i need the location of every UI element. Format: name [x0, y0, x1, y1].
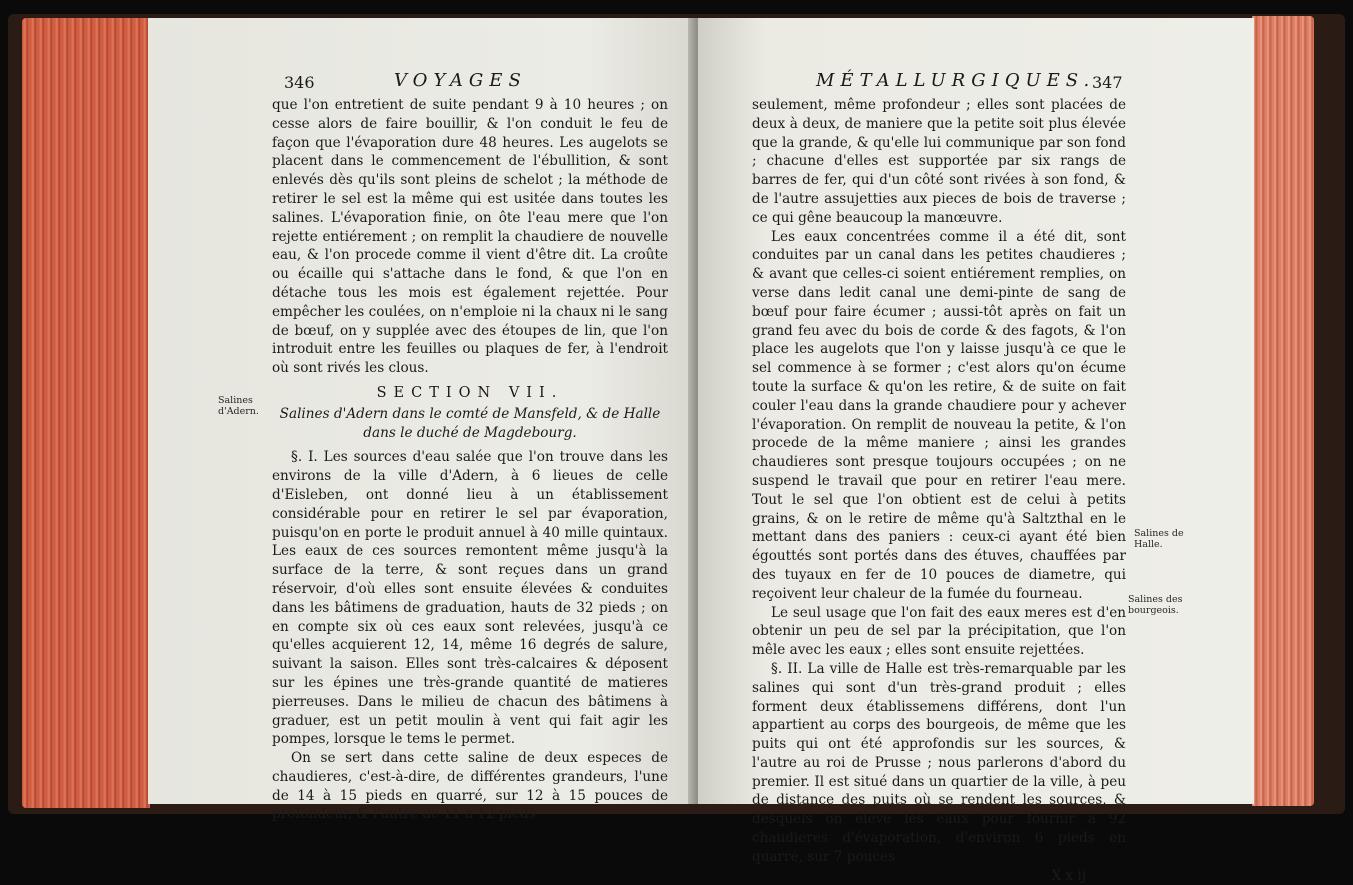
section-title: SECTION VII. [376, 384, 564, 401]
right-margin-note-bourgeois: Salines des bourgeois. [1128, 594, 1183, 616]
right-running-head: MÉTALLURGIQUES. [816, 70, 1096, 91]
right-paragraph-4: §. II. La ville de Halle est très-remarquable par les salines qui sont d'un très-grand produit ; elles forment deux établissemens différens, dont l'un appartient au corps des bourgeois, de même que les puits qui ont été approfondis sur les sources, & l'autre au roi de Prusse ; nous parlerons d'abord du premier. Il est situé dans un quartier de la ville, à peu de distance des puits où se rendent les sources, & desquels on éleve les eaux pour fournir à 92 chaudieres d'évaporation, d'environ 6 pieds en quarré, sur 7 pouces [752, 660, 1126, 865]
right-page-number: 347 [1092, 73, 1123, 92]
signature-mark: X x ij [1051, 867, 1086, 884]
left-running-head: VOYAGES [394, 70, 527, 91]
right-paragraph-1: seulement, même profondeur ; elles sont placées de deux à deux, de maniere que la petite soit plus élevée que la grande, & qu'elle lui communique par son fond ; chacune d'elles est supportée par six rangs de barres de fer, qui d'un côté sont rivées à son fond, & de l'autre assujetties aux pieces de bois de traverse ; ce qui gêne beaucoup la manœuvre. [752, 97, 1126, 226]
left-paragraph-2: §. I. Les sources d'eau salée que l'on trouve dans les environs de la ville d'Adern, à 6 lieues de celle d'Eisleben, ont donné lieu à un établissement considérable pour en retirer le sel par évaporation, puisqu'on en porte le produit annuel à 40 mille quintaux. Les eaux de ces sources remontent même jusqu'à la surface de la terre, & sont reçues dans un grand réservoir, d'où elles sont ensuite élevées & conduites dans les bâtimens de graduation, hauts de 32 pieds ; on en compte six où ces eaux sont relevées, jusqu'à ce qu'elles acquierent 12, 14, même 16 degrés de salure, suivant la saison. Elles sont très-calcaires & déposent sur les épines une très-grande quantité de matieres pierreuses. Dans le milieu de chacun des bâtimens à graduer, est un petit moulin à vent qui fait agir les pompes, lorsque le tems le permet. [272, 449, 668, 748]
left-paragraph-1: que l'on entretient de suite pendant 9 à 10 heures ; on cesse alors de faire bouillir, & l'on conduit le feu de façon que l'évaporation dure 48 heures. Les augelots se placent dans le commencement de l'ébullition, & sont enlevés dès qu'ils sont pleins de schelot ; la méthode de retirer le sel est la même qui est usitée dans toutes les salines. L'évaporation finie, on ôte l'eau mere que l'on rejette entiérement ; on remplit la chaudiere de nouvelle eau, & l'on procede comme il vient d'être dit. La croûte ou écaille qui s'attache dans le fond, & que l'on en détache tous les mois est également rejettée. Pour empêcher les coulées, on n'emploie ni la chaux ni le sang de bœuf, on y supplée avec des étoupes de lin, que l'on introduit entre les feuilles ou plaques de fer, à l'endroit où sont rivés les clous. [272, 97, 668, 377]
right-paragraph-3: Le seul usage que l'on fait des eaux meres est d'en obtenir un peu de sel par la précipitation, que l'on mêle avec les eaux ; elles sont ensuite rejettées. [752, 604, 1126, 659]
left-text-block [272, 96, 668, 824]
right-paragraph-2: Les eaux concentrées comme il a été dit, sont conduites par un canal dans les petites chaudieres ; & avant que celles-ci soient entiérement remplies, on verse dans ledit canal une demi-pinte de sang de bœuf pour faire écumer ; aussi-tôt après on fait un grand feu avec du bois de corde & des fagots, & l'on place les augelots que l'on y laisse jusqu'à ce que le sel commence à se former ; c'est alors qu'on écume toute la surface & qu'on les retire, & de suite on fait couler l'eau dans la grande chaudiere pour y achever l'évaporation. On remplit de nouveau la petite, & l'on procede de la même maniere ; ainsi les grandes chaudieres sont presque toujours occupées ; on ne suspend le travail que pour en retirer l'eau mere. Tout le sel que l'on obtient est de celui à petits grains, & on le retire de même qu'à Saltzthal en le mettant dans des paniers : ceux-ci ayant été bien égouttés sont portés dans des étuves, chauffées par des tuyaux en fer de 10 pouces de diametre, qui reçoivent leur chaleur de la fumée du fourneau. [752, 228, 1126, 602]
section-subtitle: Salines d'Adern dans le comté de Mansfeld, & de Halle dans le duché de Magdebourg. [279, 405, 661, 441]
right-page [698, 18, 1254, 884]
left-paragraph-3: On se sert dans cette saline de deux especes de chaudieres, c'est-à-dire, de différentes grandeurs, l'une de 14 à 15 pieds en quarré, sur 12 à 15 pouces de profondeur, & l'autre de 11 à 12 pieds [272, 750, 668, 823]
left-margin-note: Salines d'Adern. [218, 395, 259, 417]
right-text-block [752, 96, 1126, 885]
left-page-edges [22, 18, 150, 808]
right-margin-note-halle: Salines de Halle. [1134, 528, 1184, 550]
left-page-number: 346 [284, 73, 315, 92]
right-page-edges [1252, 16, 1314, 806]
